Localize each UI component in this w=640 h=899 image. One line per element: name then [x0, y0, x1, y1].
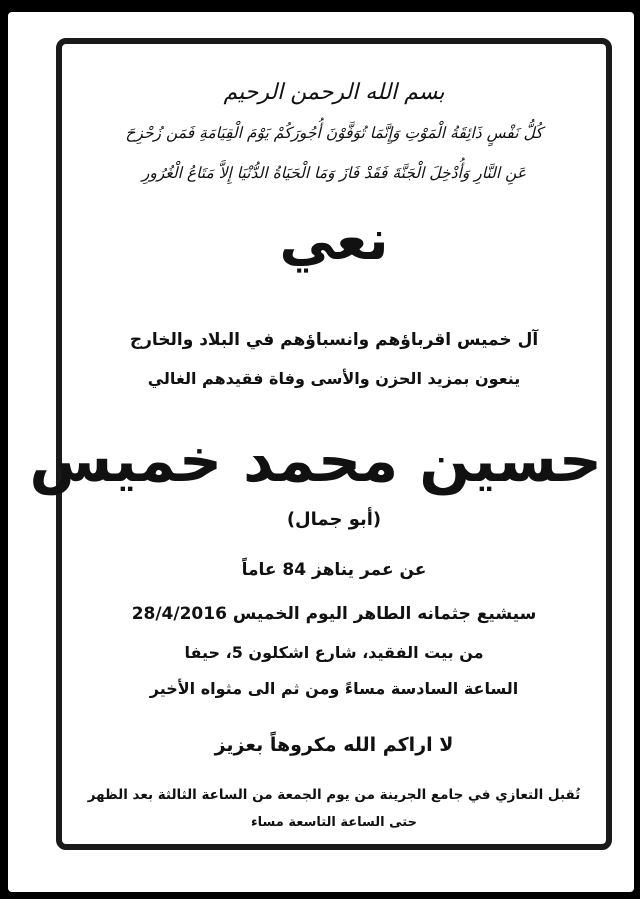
condolence-prayer: لا اراكم الله مكروهاً بعزيز: [214, 734, 454, 756]
family-line-1: آل خميس اقرباؤهم وانسباؤهم في البلاد والخارج: [129, 330, 539, 350]
condolences-line-2: حتى الساعة التاسعة مساء: [251, 815, 417, 830]
basmala: بسم الله الرحمن الرحيم: [223, 80, 445, 105]
funeral-date-line: سيشيع جثمانه الطاهر اليوم الخميس 28/4/2016: [131, 604, 537, 624]
obituary-title: نعي: [279, 208, 389, 273]
funeral-time: الساعة السادسة مساءً ومن ثم الى مثواه الأخير: [149, 679, 519, 698]
deceased-nickname: (أبو جمال): [286, 509, 382, 530]
funeral-address: من بيت الفقيد، شارع اشكلون 5، حيفا: [184, 643, 484, 662]
deceased-name: حسين محمد خميس: [29, 426, 602, 496]
family-line-2: ينعون بمزيد الحزن والأسى وفاة فقيدهم الغالي: [147, 369, 521, 388]
quran-verse-line-2: عَنِ النَّارِ وَأُدْخِلَ الْجَنَّةَ فَقَدْ فَازَ وَمَا الْحَيَاةُ الدُّنْيَا إِلاَّ مَتَاعُ الْغُرُورِ: [141, 164, 527, 182]
deceased-age: عن عمر يناهز 84 عاماً: [241, 560, 427, 580]
condolences-line-1: تُقبل التعازي في جامع الجرينة من يوم الجمعة من الساعة الثالثة بعد الظهر: [87, 787, 581, 803]
quran-verse-line-1: كُلُّ نَفْسٍ ذَائِقَةُ الْمَوْتِ وَإِنَّمَا تُوَفَّوْنَ أُجُورَكُمْ يَوْمَ الْقِيَامَةِ فَمَن زُحْزِحَ: [125, 124, 543, 142]
